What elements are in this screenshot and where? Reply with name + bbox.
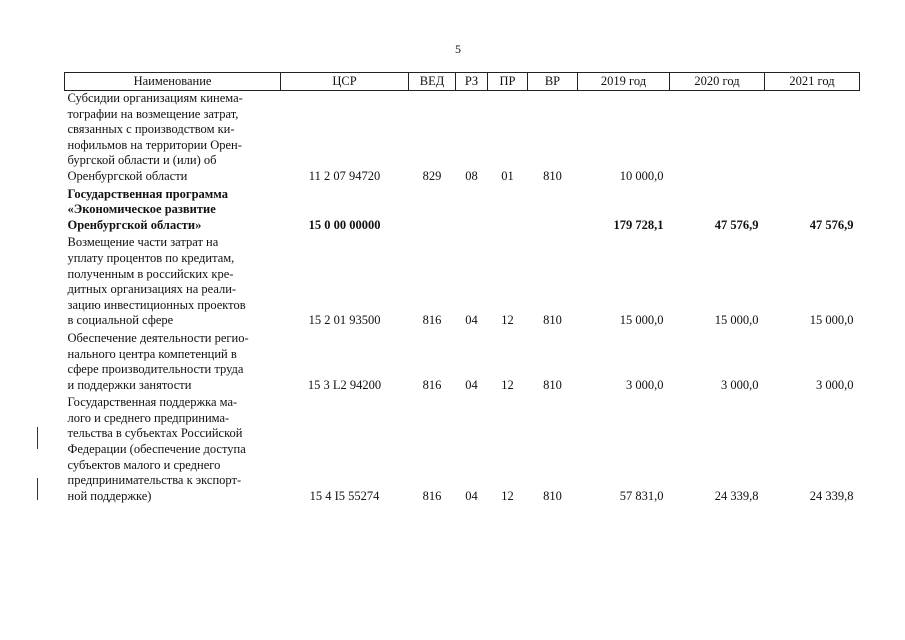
row-2019: 3 000,0 [626, 377, 664, 392]
name-line: Оренбургской области [67, 168, 188, 183]
row-csr: 15 3 L2 94200 [307, 377, 382, 392]
row-rz [456, 187, 488, 236]
row-pr: 12 [501, 488, 514, 503]
row-vr: 810 [543, 488, 562, 503]
column-header-2019: 2019 год [578, 73, 670, 91]
row-2020: 15 000,0 [714, 313, 759, 328]
name-line: в социальной сфере [67, 313, 174, 328]
row-ved: 816 [422, 377, 442, 392]
column-header-name: Наименование [65, 73, 281, 91]
row-vr: 810 [543, 168, 562, 183]
row-2021: 24 339,8 [809, 488, 854, 503]
row-name [65, 187, 281, 236]
row-2019: 57 831,0 [619, 488, 664, 503]
table-row [65, 235, 860, 331]
row-2020: 47 576,9 [714, 217, 759, 232]
row-pr: 12 [501, 377, 514, 392]
row-name [65, 395, 281, 506]
budget-table [64, 72, 860, 506]
name-line: связанных с производством ки- [67, 122, 235, 137]
column-header-2021: 2021 год [765, 73, 860, 91]
row-vr [528, 187, 578, 236]
name-line: дитных организациях на реали- [67, 282, 237, 297]
row-2020 [670, 91, 765, 187]
row-2019: 179 728,1 [613, 217, 664, 232]
margin-mark [37, 427, 38, 449]
name-line: нофильмов на территории Орен- [67, 137, 242, 152]
row-csr: 15 0 00 00000 [308, 217, 381, 232]
row-ved: 816 [422, 488, 442, 503]
row-rz: 04 [465, 488, 478, 503]
name-line: полученным в российских кре- [67, 266, 234, 281]
name-line: зацию инвестиционных проектов [67, 297, 246, 312]
row-csr: 15 4 I5 55274 [309, 488, 380, 503]
name-line: Обеспечение деятельности регио- [67, 330, 249, 345]
column-header-ved: ВЕД [409, 73, 456, 91]
row-ved: 829 [422, 168, 442, 183]
column-header-vr: ВР [528, 73, 578, 91]
column-header-pr: ПР [488, 73, 528, 91]
row-2019: 15 000,0 [619, 313, 664, 328]
name-line: Государственная поддержка ма- [67, 395, 238, 410]
name-line: субъектов малого и среднего [67, 457, 221, 472]
column-header-2020: 2020 год [670, 73, 765, 91]
row-pr [488, 187, 528, 236]
row-name [65, 91, 281, 187]
name-line: нального центра компетенций в [67, 346, 237, 361]
table-row [65, 331, 860, 395]
row-2021 [765, 91, 860, 187]
row-name [65, 331, 281, 395]
row-2020: 24 339,8 [714, 488, 759, 503]
row-pr: 01 [501, 168, 514, 183]
name-line: Федерации (обеспечение доступа [67, 442, 246, 457]
name-line: Субсидии организациям кинема- [67, 91, 243, 105]
name-line: Государственная программа [67, 186, 228, 201]
row-vr: 810 [543, 377, 562, 392]
row-name [65, 235, 281, 331]
name-line: сфере производительности труда [67, 362, 244, 377]
row-2019: 10 000,0 [619, 168, 664, 183]
table-header-row [65, 73, 860, 91]
row-vr: 810 [543, 313, 562, 328]
row-ved [409, 187, 456, 236]
table-row [65, 187, 860, 236]
table-row [65, 395, 860, 506]
row-csr: 11 2 07 94720 [308, 168, 381, 183]
column-header-rz: РЗ [456, 73, 488, 91]
row-rz: 08 [465, 168, 478, 183]
table-row [65, 91, 860, 187]
row-rz: 04 [465, 313, 478, 328]
name-line: «Экономическое развитие [67, 202, 216, 217]
column-header-csr: ЦСР [281, 73, 409, 91]
name-line: предпринимательства к экспорт- [67, 473, 242, 488]
row-2021: 15 000,0 [809, 313, 854, 328]
row-csr: 15 2 01 93500 [308, 313, 381, 328]
name-line: бургской области и (или) об [67, 153, 217, 168]
row-pr: 12 [501, 313, 514, 328]
name-line: Оренбургской области» [67, 217, 202, 232]
page-number: 5 [455, 42, 461, 56]
row-2020: 3 000,0 [721, 377, 759, 392]
row-2021: 3 000,0 [816, 377, 854, 392]
name-line: ной поддержке) [67, 488, 152, 503]
name-line: Возмещение части затрат на [67, 235, 219, 250]
name-line: уплату процентов по кредитам, [67, 250, 235, 265]
name-line: тельства в субъектах Российской [67, 426, 243, 441]
name-line: лого и среднего предпринима- [67, 410, 230, 425]
row-rz: 04 [465, 377, 478, 392]
name-line: и поддержки занятости [67, 377, 192, 392]
name-line: тографии на возмещение затрат, [67, 106, 239, 121]
row-2021: 47 576,9 [809, 217, 854, 232]
row-ved: 816 [422, 313, 442, 328]
margin-mark [37, 478, 38, 500]
